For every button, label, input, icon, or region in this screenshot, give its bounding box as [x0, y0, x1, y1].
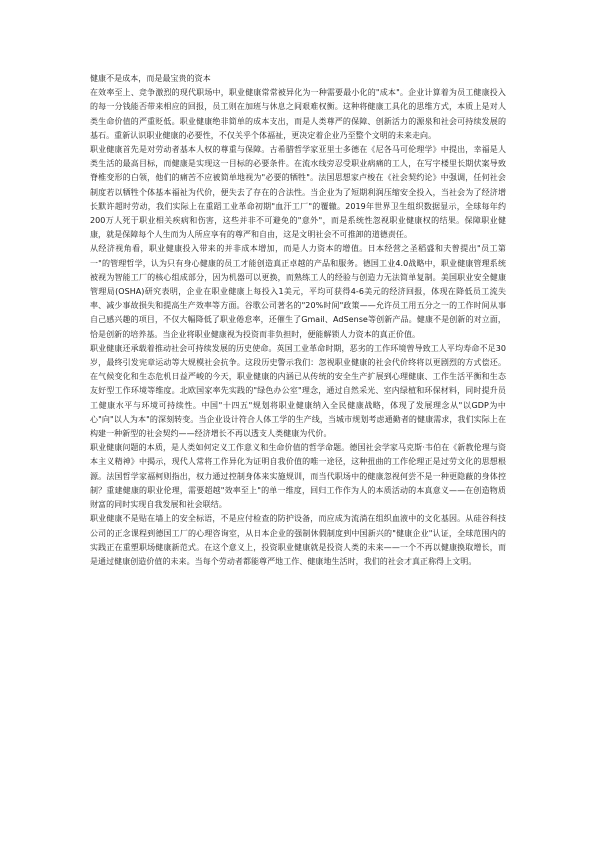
document-title: 健康不是成本，而是最宝贵的资本 — [90, 74, 211, 83]
paragraph-3: 从经济视角看，职业健康投入带来的并非成本增加，而是人力资本的增值。日本经营之圣稻盛和夫曾提出"员工第一"的管理哲学，认为只有身心健康的员工才能创造真正卓越的产品和服务。德国工业4.0战略中，职业健康管理系统被视为智能工厂的核心组成部分，因为机器可以更换，而熟练工人的经验与创造力无法简单复制。美国职业安全健康管理局(OSHA)研究表明，企业在职业健康上每投入1美元，平均可获得4-6美元的经济回报，体现在降低员工流失率、减少事故损失和提高生产效率等方面。谷歌公司著名的"20%时间"政策——允许员工用五分之一的工作时间从事自己感兴趣的项目，不仅大幅降低了职业倦怠率，还催生了Gmail、AdSense等创新产品。健康不是创新的对立面，恰是创新的培养基。当企业将职业健康视为投资而非负担时，便能解锁人力资本的真正价值。 — [90, 244, 506, 339]
document-page — [90, 72, 506, 569]
paragraph-5: 职业健康问题的本质，是人类如何定义工作意义和生命价值的哲学命题。德国社会学家马克斯·韦伯在《新教伦理与资本主义精神》中揭示，现代人常将工作异化为证明自我价值的唯一途径，这种扭曲的工作伦理正是过劳文化的思想根源。法国哲学家福柯则指出，权力通过控制身体来实施规训，而当代职场中的健康忽视何尝不是一种更隐蔽的身体控制？重建健康的职业伦理，需要超越"效率至上"的单一维度，回归工作作为人的本质活动的本真意义——在创造物质财富的同时实现自我发展和社会联结。 — [90, 443, 506, 510]
paragraph-4: 职业健康还承载着推动社会可持续发展的历史使命。英国工业革命时期，恶劣的工作环境曾导致工人平均寿命不足30岁，最终引发宪章运动等大规模社会抗争。这段历史警示我们：忽视职业健康的社会代价终将以更剧烈的方式偿还。在气候变化和生态危机日益严峻的今天，职业健康的内涵已从传统的安全生产扩展到心理健康、工作生活平衡和生态友好型工作环境等维度。北欧国家率先实践的"绿色办公室"理念，通过自然采光、室内绿植和环保材料，同时提升员工健康水平与环境可持续性。中国"十四五"规划将职业健康纳入全民健康战略，体现了发展理念从"以GDP为中心"向"以人为本"的深刻转变。当企业设计符合人体工学的生产线，当城市规划考虑通勤者的健康需求，我们实际上在构建一种新型的社会契约——经济增长不再以透支人类健康为代价。 — [90, 343, 506, 439]
paragraph-1: 在效率至上、竞争激烈的现代职场中，职业健康常常被异化为一种需要最小化的"成本"。企业计算着为员工健康投入的每一分钱能否带来相应的回报，员工则在加班与休息之间艰难权衡。这种将健康工具化的思维方式，本质上是对人类生命价值的严重贬低。职业健康绝非简单的成本支出，而是人类尊严的保障、创新活力的源泉和社会可持续发展的基石。重新认识职业健康的必要性，不仅关乎个体福祉，更决定着企业乃至整个文明的未来走向。 — [90, 88, 506, 140]
paragraph-6: 职业健康不是贴在墙上的安全标语，不是应付检查的防护设备，而应成为流淌在组织血液中的文化基因。从硅谷科技公司的正念课程到德国工厂的心理咨询室，从日本企业的强制休假制度到中国新兴的"健康企业"认证，全球范围内的实践正在重塑职场健康新范式。在这个意义上，投资职业健康就是投资人类的未来——一个不再以健康换取增长，而是通过健康创造价值的未来。当每个劳动者都能尊严地工作、健康地生活时，我们的社会才真正称得上文明。 — [90, 514, 506, 566]
paragraph-2: 职业健康首先是对劳动者基本人权的尊重与保障。古希腊哲学家亚里士多德在《尼各马可伦理学》中提出，幸福是人类生活的最高目标，而健康是实现这一目标的必要条件。在流水线旁忍受职业病痛的工人，在写字楼里长期伏案导致脊椎变形的白领，他们的痛苦不应被简单地视为"必要的牺牲"。法国思想家卢梭在《社会契约论》中强调，任何社会制度若以牺牲个体基本福祉为代价，便失去了存在的合法性。当企业为了短期利润压缩安全投入，当社会为了经济增长默许超时劳动，我们实际上在重蹈工业革命初期"血汗工厂"的覆辙。2019年世界卫生组织数据显示，全球每年约200万人死于职业相关疾病和伤害，这些并非不可避免的"意外"，而是系统性忽视职业健康权的结果。保障职业健康，就是保障每个人生而为人所应享有的尊严和自由，这是文明社会不可推卸的道德责任。 — [90, 145, 506, 240]
